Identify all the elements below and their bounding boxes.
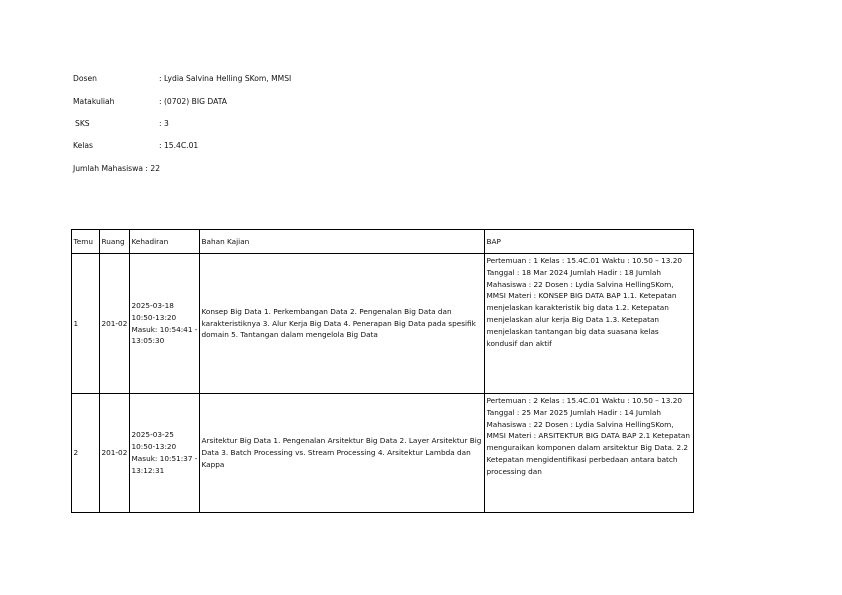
cell-bahan-kajian: Arsitektur Big Data 1. Pengenalan Arsitektur Big Data 2. Layer Arsitektur Big Data 3. Batch Processing vs. Stream Processing 4. Arsitektur Lambda dan Kappa	[200, 394, 485, 513]
header-ruang: Ruang	[100, 230, 130, 254]
table-header-row	[72, 230, 694, 254]
info-jumlah-mahasiswa	[73, 164, 160, 174]
bap-text: Pertemuan : 2 Kelas : 15.4C.01 Waktu : 10.50 – 13.20 Tanggal : 25 Mar 2025 Jumlah Hadir : 14 Jumlah Mahasiswa : 22 Dosen : Lydia Salvina HellingSKom, MMSI Materi : ARSITEKTUR BIG DATA BAP 2.1 Ketepatan menguraikan komponen dalam arsitektur Big Data. 2.2 Ketepatan mengidentifikasi perbedaan antara batch processing dan	[486, 396, 690, 476]
cell-bahan-kajian: Konsep Big Data 1. Perkembangan Data 2. Pengenalan Big Data dan karakteristiknya 3. Alur Kerja Big Data 4. Penerapan Big Data pada spesifik domain 5. Tantangan dalam mengelola Big Data	[200, 254, 485, 394]
info-matakuliah-value: : (0702) BIG DATA	[159, 97, 227, 106]
info-sks	[75, 119, 169, 129]
info-dosen	[73, 74, 291, 84]
info-matakuliah	[73, 97, 227, 107]
header-bap: BAP	[485, 230, 694, 254]
cell-bap	[485, 394, 694, 513]
info-kelas	[73, 141, 198, 151]
info-dosen-value: : Lydia Salvina Helling SKom, MMSI	[159, 74, 292, 83]
info-kelas-value: : 15.4C.01	[159, 141, 199, 150]
header-bahan-kajian: Bahan Kajian	[200, 230, 485, 254]
info-matakuliah-label: Matakuliah	[73, 97, 115, 106]
cell-temu: 1	[72, 254, 100, 394]
info-kelas-label: Kelas	[73, 141, 93, 150]
table-row	[72, 254, 694, 394]
bap-text: Pertemuan : 1 Kelas : 15.4C.01 Waktu : 10.50 – 13.20 Tanggal : 18 Mar 2024 Jumlah Hadir : 18 Jumlah Mahasiswa : 22 Dosen : Lydia Salvina HellingSKom, MMSI Materi : KONSEP BIG DATA BAP 1.1. Ketepatan menjelaskan karakteristik big data 1.2. Ketepatan menjelaskan alur kerja Big Data 1.3. Ketepatan menjelaskan tantangan big data suasana kelas kondusif dan aktif	[486, 256, 683, 348]
cell-kehadiran: 2025-03-18 10:50-13:20 Masuk: 10:54:41 - 13:05:30	[130, 254, 200, 394]
table-row	[72, 394, 694, 513]
cell-kehadiran: 2025-03-25 10:50-13:20 Masuk: 10:51:37 - 13:12:31	[130, 394, 200, 513]
cell-bap	[485, 254, 694, 394]
info-jumlah-label: Jumlah Mahasiswa	[73, 164, 143, 173]
header-kehadiran: Kehadiran	[130, 230, 200, 254]
info-dosen-label: Dosen	[73, 74, 97, 83]
info-jumlah-value: : 22	[145, 164, 161, 173]
bap-table	[71, 229, 694, 513]
cell-temu: 2	[72, 394, 100, 513]
cell-ruang: 201-02	[100, 254, 130, 394]
header-temu: Temu	[72, 230, 100, 254]
info-sks-label: SKS	[75, 119, 90, 128]
cell-ruang: 201-02	[100, 394, 130, 513]
info-sks-value: : 3	[159, 119, 169, 128]
